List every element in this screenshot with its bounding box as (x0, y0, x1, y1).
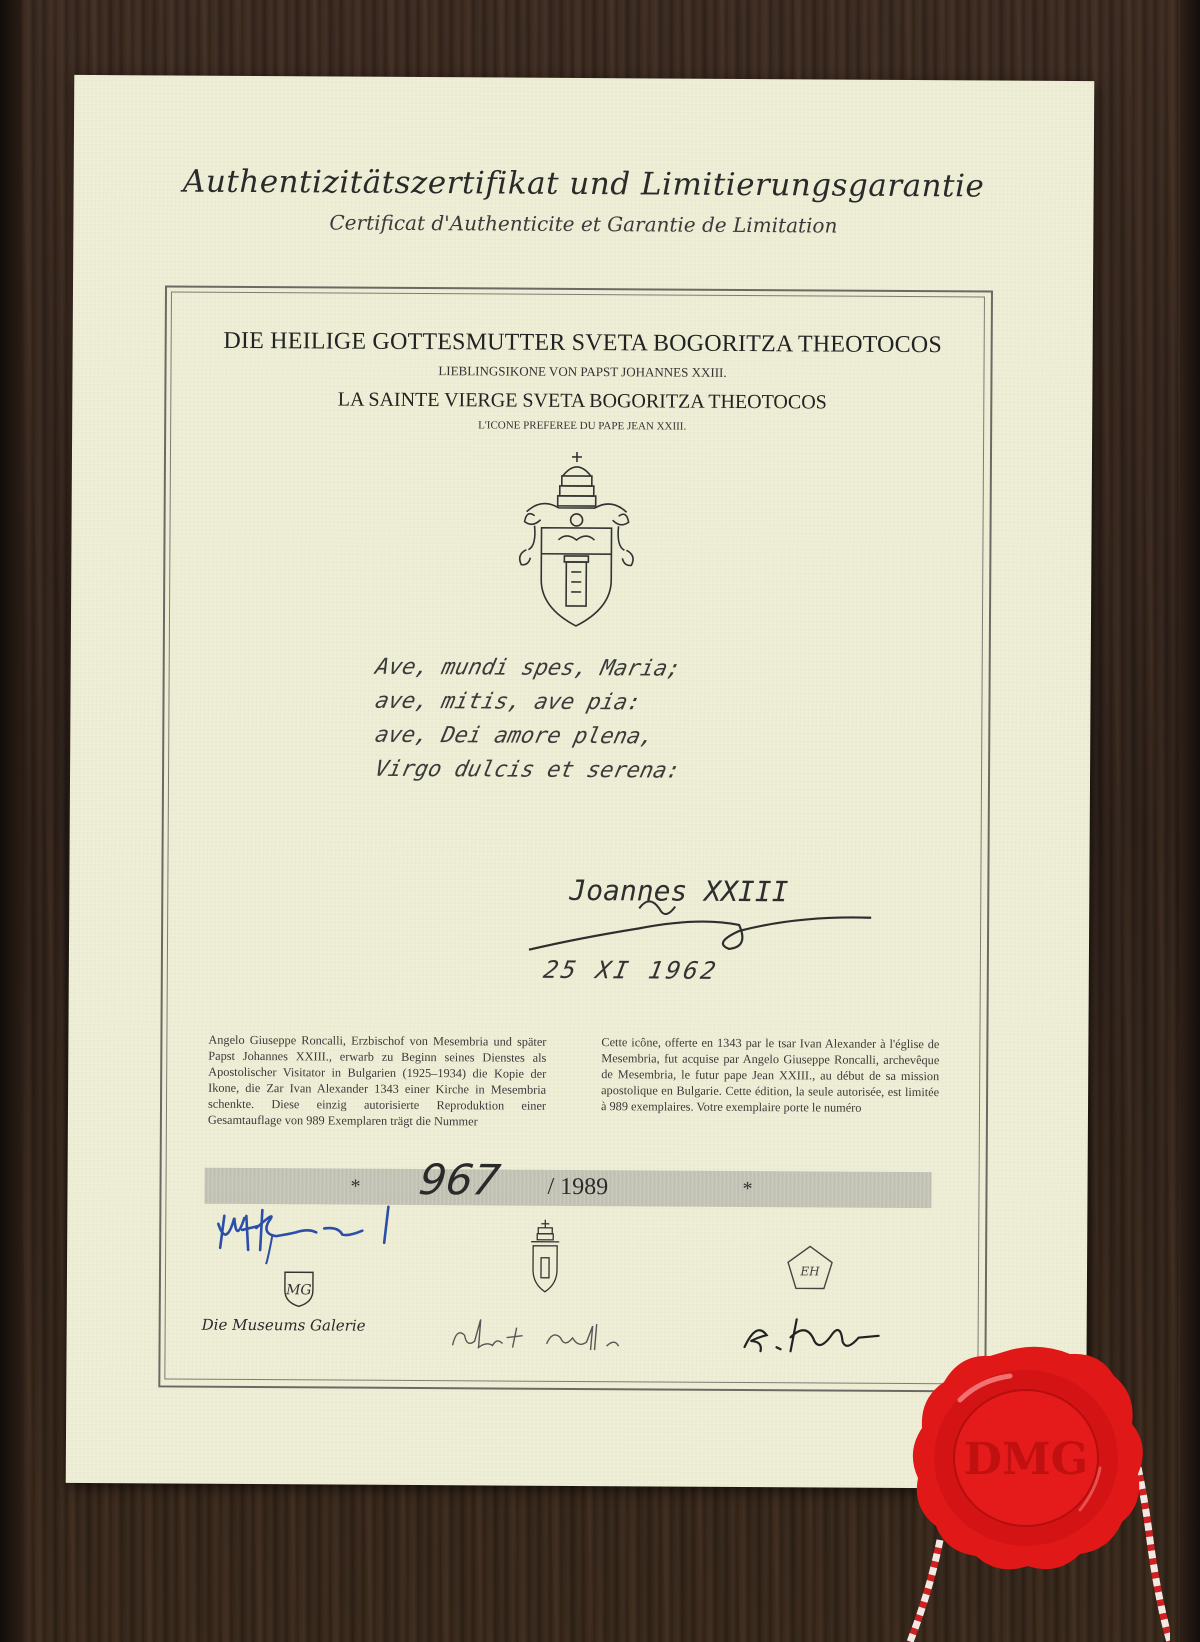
title-french: Certificat d'Authenticite et Garantie de Limitation (329, 210, 838, 238)
small-papal-crest-icon (527, 1218, 563, 1294)
signature-middle (446, 1307, 646, 1358)
handwritten-prayer (372, 651, 796, 790)
icon-heading-german: DIE HEILIGE GOTTESMUTTER SVETA BOGORITZA THEOTOCOS (223, 327, 942, 359)
title-german: Authentizitätszertifikat und Limitierungsgarantie (182, 163, 985, 205)
signature-right (736, 1311, 886, 1358)
certificate-paper (66, 75, 1095, 1489)
blue-ink-signature (212, 1188, 412, 1269)
signature-date: 25 XI 1962 (541, 955, 721, 985)
edition-number: 967 (415, 1155, 504, 1205)
wood-background-right (1180, 0, 1200, 1642)
prayer-line: ave, mitis, ave pia: (372, 688, 644, 716)
icon-subheading-german: LIEBLINGSIKONE VON PAPST JOHANNES XXIII. (438, 363, 727, 380)
star-ornament: * (742, 1178, 753, 1201)
museum-name: Die Museums Galerie (201, 1315, 366, 1335)
description-german: Angelo Giuseppe Roncalli, Erzbischof von Mesembria und später Papst Johannes XXIII., erwarb zu Beginn seines Dienstes als Apostolischer Visitator in Bulgarien (1925–1934) die Kopie der Ikone, die Zar Ivan Alexander 1343 einer Kirche in Mesembria schenkte. Diese einzig autorisierte Reproduktion einer Gesamtauflage von 989 Exemplaren trägt die Nummer (207, 1032, 547, 1129)
svg-text:DMG: DMG (963, 1434, 1089, 1485)
svg-text:MG: MG (286, 1282, 312, 1299)
edition-total: / 1989 (547, 1173, 609, 1201)
svg-text:EH: EH (800, 1264, 820, 1279)
description-french: Cette icône, offerte en 1343 par le tsar Ivan Alexander à l'église de Mesembria, fut acquise par Angelo Giuseppe Roncalli, archevêque de Mesembria, le futur pape Jean XXIII., au début de sa mission apostolique en Bulgarie. Cette édition, la seule autorisée, est limitée à 989 exemplaires. Votre exemplaire porte le numéro (600, 1035, 940, 1115)
prayer-line: Virgo dulcis et serena: (372, 756, 683, 784)
wood-background-left (0, 0, 22, 1642)
prayer-line: Ave, mundi spes, Maria; (373, 654, 684, 682)
pentagon-logo-icon (785, 1243, 835, 1291)
icon-subheading-french: L'ICONE PREFEREE DU PAPE JEAN XXIII. (478, 419, 687, 433)
icon-heading-french: LA SAINTE VIERGE SVETA BOGORITZA THEOTOCOS (337, 388, 827, 414)
star-ornament: * (350, 1175, 361, 1198)
pope-signature (499, 838, 900, 960)
prayer-line: ave, Dei amore plena, (372, 722, 657, 750)
museum-shield-icon (277, 1268, 321, 1308)
red-wax-seal (900, 1340, 1170, 1642)
papal-crest-icon (506, 450, 647, 631)
svg-text:Joannes XXIII: Joannes XXIII (569, 873, 789, 909)
